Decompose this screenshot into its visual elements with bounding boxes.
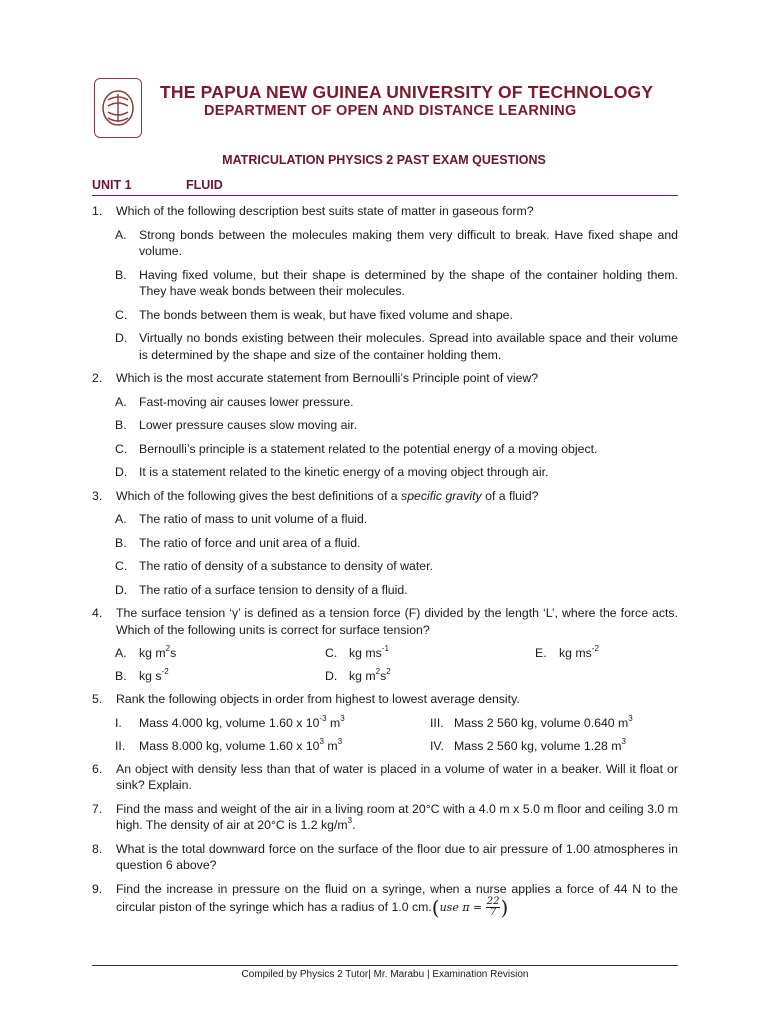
question-number: 4. (92, 606, 103, 620)
question-text: An object with density less than that of water is placed in a volume of water in a beaker. Will it float or sink? Explain. (116, 761, 678, 792)
question-number: 2. (92, 371, 103, 385)
question-number: 1. (92, 204, 103, 218)
question-text: Which is the most accurate statement from Bernoulli’s Principle point of view? (116, 371, 539, 385)
page-footer: Compiled by Physics 2 Tutor| Mr. Marabu | Examination Revision (92, 965, 678, 980)
question-number: 7. (92, 801, 103, 816)
question-list (92, 203, 678, 925)
hint-text: use π = (439, 900, 483, 914)
header (92, 74, 682, 144)
question-text: What is the total downward force on the surface of the floor due to air pressure of 1.00 atmospheres in question 6 above? (116, 841, 678, 872)
option-b: B. The ratio of force and unit area of a fluid. (115, 535, 361, 550)
options-row-2 (92, 738, 678, 761)
option-e: E. kg $ms^{-2}$ (535, 644, 599, 660)
fraction: $\frac{22}{7}$ (486, 896, 500, 918)
option-text: Virtually no bonds existing between their molecules. Spread into available space and their volume is determined by the shape and size of the container holding them. (139, 331, 678, 362)
option-text: Strong bonds between the molecules making them very difficult to break. Have fixed shape and volume. (139, 227, 678, 258)
unit-name: FLUID (186, 178, 223, 192)
option-text: The ratio of density of a substance to density of water. (139, 559, 433, 573)
options-row-1 (92, 645, 678, 668)
options-row-1 (92, 715, 678, 738)
option-c: C. Bernoulli’s principle is a statement related to the potential energy of a moving object. (115, 441, 598, 456)
emphasis-text: specific gravity (401, 488, 482, 503)
question-text: Rank the following objects in order from highest to lowest average density. (116, 692, 520, 706)
option-b: B. Lower pressure causes slow moving air. (115, 418, 358, 432)
option-a: A. Strong bonds between the molecules making them very difficult to break. Have fixed shape and volume. (115, 227, 678, 258)
question-4 (92, 605, 678, 638)
question-number: 6. (92, 761, 103, 776)
question-2 (92, 370, 678, 387)
option-a: A. kg $m^2s$ (115, 644, 177, 660)
option-c: C. The ratio of density of a substance to density of water. (115, 559, 433, 573)
university-logo (94, 78, 142, 138)
option-text: Bernoulli’s principle is a statement related to the potential energy of a moving object. (139, 441, 598, 456)
university-name: THE PAPUA NEW GUINEA UNIVERSITY OF TECHNOLOGY (160, 82, 654, 102)
question-5 (92, 691, 678, 708)
option-ii: II. Mass 8.000 kg, volume 1.60 x $10^3$ $m^3$ (115, 736, 343, 753)
option-d: D. kg $m^2s^2$ (325, 667, 391, 683)
question-text: Which of the following description best suits state of matter in gaseous form? (116, 204, 534, 218)
option-d: D. It is a statement related to the kinetic energy of a moving object through air. (115, 465, 549, 479)
options-row-2 (92, 668, 678, 691)
option-a: A. The ratio of mass to unit volume of a fluid. (115, 512, 368, 526)
question-7: 7. Find the mass and weight of the air in a living room at 20°C with a 4.0 m x 5.0 m floor and ceiling 3.0 m high. The density of air at 20°C is 1.2 $kg/m^3$. (92, 801, 678, 832)
option-text: The bonds between them is weak, but have fixed volume and shape. (139, 307, 513, 322)
option-text: It is a statement related to the kinetic energy of a moving object through air. (139, 465, 549, 479)
unit-number: UNIT 1 (92, 178, 132, 192)
unit-heading (92, 178, 678, 196)
question-3 (92, 488, 678, 505)
question-text: Find the increase in pressure on the fluid on a syringe, when a nurse applies a force of 44 N to the circular piston of the syringe which has a radius of 1.0 cm. (116, 881, 678, 914)
option-c: C. The bonds between them is weak, but have fixed volume and shape. (115, 307, 513, 322)
option-text: The ratio of mass to unit volume of a fluid. (139, 512, 368, 526)
option-b: B. kg $s^{-2}$ (115, 667, 169, 683)
question-1 (92, 203, 678, 220)
question-number: 3. (92, 488, 103, 503)
option-iii: III. Mass 2 560 kg, volume 0.640 $m^3$ (430, 713, 633, 730)
option-d: D. The ratio of a surface tension to density of a fluid. (115, 582, 408, 597)
question-9: 9. Find the increase in pressure on the fluid on a syringe, when a nurse applies a force of 44 N to the circular piston of the syringe which has a radius of 1.0 cm.(use π = $\frac{22}{7}$ ) (92, 881, 678, 920)
option-text: The ratio of a surface tension to density of a fluid. (139, 582, 408, 597)
question-text-end: of a fluid? (481, 488, 539, 503)
option-text: Having fixed volume, but their shape is determined by the shape of the container holding them. They have weak bonds between their molecules. (139, 267, 678, 298)
option-d: D. Virtually no bonds existing between their molecules. Spread into available space and their volume is determined by the shape and size of the container holding them. (115, 331, 678, 362)
option-i: I. Mass 4.000 kg, volume 1.60 x $10^{-3}$ $m^3$ (115, 713, 345, 730)
option-b: B. Having fixed volume, but their shape is determined by the shape of the container holding them. They have weak bonds between their molecules. (115, 267, 678, 298)
question-number: 9. (92, 881, 103, 896)
option-iv: IV. Mass 2 560 kg, volume 1.28 $m^3$ (430, 736, 626, 753)
option-a: A. Fast-moving air causes lower pressure. (115, 394, 354, 409)
question-6 (92, 761, 678, 794)
question-text: Find the mass and weight of the air in a living room at 20°C with a 4.0 m x 5.0 m floor and ceiling 3.0 m high. The density of air at 20°C is 1.2 kg/m (116, 801, 678, 832)
question-text: Which of the following gives the best definitions of a (116, 488, 402, 503)
page-title: MATRICULATION PHYSICS 2 PAST EXAM QUESTIONS (222, 153, 546, 167)
option-text: Fast-moving air causes lower pressure. (139, 394, 354, 409)
question-text: The surface tension ‘γ’ is defined as a tension force (F) divided by the length ‘L’, where the force acts. Which of the following units is correct for surface tension? (116, 606, 678, 637)
question-8 (92, 841, 678, 874)
question-number: 8. (92, 841, 103, 856)
option-c: C. kg $ms^{-1}$ (325, 644, 389, 660)
question-number: 5. (92, 692, 103, 706)
option-text: Lower pressure causes slow moving air. (139, 418, 358, 432)
department-name: DEPARTMENT OF OPEN AND DISTANCE LEARNING (204, 103, 577, 119)
option-text: The ratio of force and unit area of a fluid. (139, 535, 361, 550)
